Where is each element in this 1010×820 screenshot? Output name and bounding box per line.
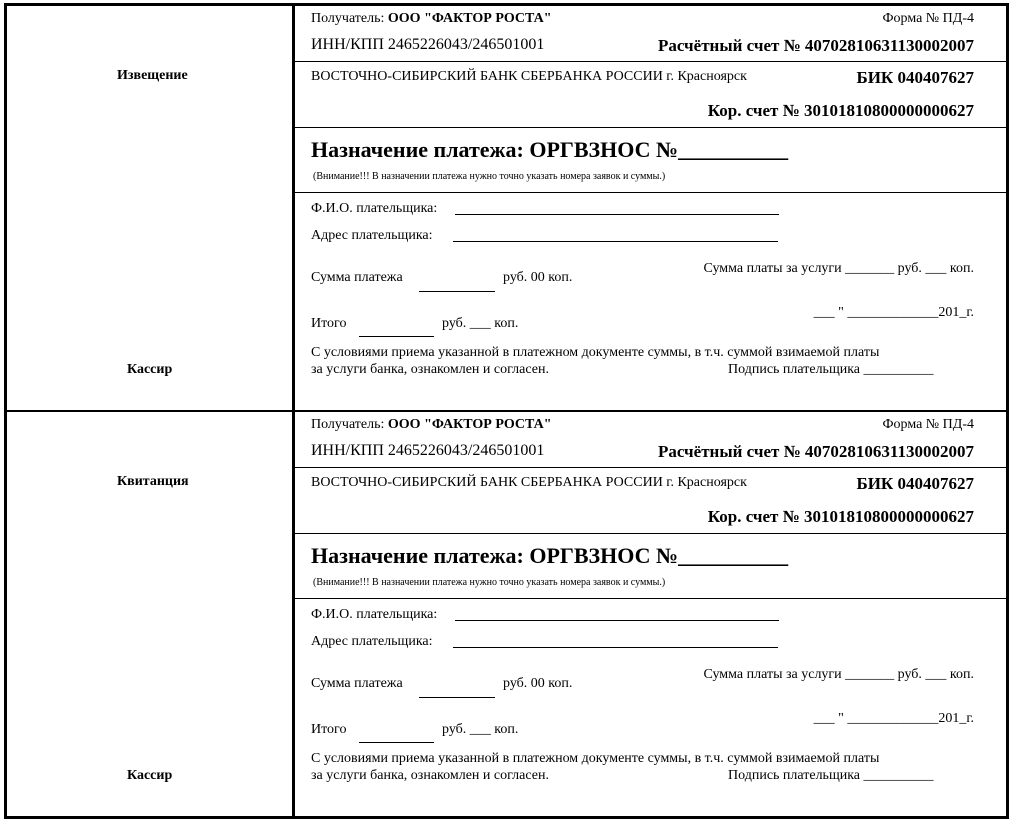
recipient-line — [311, 11, 552, 27]
sum-field[interactable] — [419, 682, 495, 698]
divider — [295, 467, 1006, 468]
cashier-label: Кассир — [127, 768, 173, 783]
sum-field[interactable] — [419, 276, 495, 292]
receipt-section — [7, 410, 1006, 816]
sum-tail: руб. 00 коп. — [503, 270, 573, 285]
divider — [295, 61, 1006, 62]
service-fee: Сумма платы за услуги _______ руб. ___ коп. — [703, 667, 974, 682]
notice-label: Извещение — [117, 68, 188, 83]
form-label: Форма № ПД-4 — [882, 417, 974, 432]
terms-line-2: за услуги банка, ознакомлен и согласен. — [311, 768, 549, 783]
total-field[interactable] — [359, 728, 434, 743]
signature-line: Подпись плательщика __________ — [728, 768, 934, 783]
recipient-label: Получатель: — [311, 11, 385, 26]
address-field[interactable] — [453, 228, 778, 242]
recipient-name: ООО "ФАКТОР РОСТА" — [387, 11, 552, 26]
divider — [295, 127, 1006, 128]
fio-field[interactable] — [455, 607, 779, 621]
divider — [295, 533, 1006, 534]
total-tail: руб. ___ коп. — [442, 316, 519, 331]
inn-kpp: ИНН/КПП 2465226043/246501001 — [311, 36, 545, 53]
bank-name: ВОСТОЧНО-СИБИРСКИЙ БАНК СБЕРБАНКА РОССИИ г. Красноярск — [311, 69, 747, 84]
notice-section — [7, 6, 1006, 410]
sum-label: Сумма платежа — [311, 676, 403, 691]
date-line: ___ " _____________201_г. — [813, 305, 974, 320]
total-field[interactable] — [359, 322, 434, 337]
bank-name: ВОСТОЧНО-СИБИРСКИЙ БАНК СБЕРБАНКА РОССИИ г. Красноярск — [311, 475, 747, 490]
recipient-name: ООО "ФАКТОР РОСТА" — [387, 417, 552, 432]
receipt-left-column — [7, 412, 295, 816]
attention-note: (Внимание!!! В назначении платежа нужно точно указать номера заявок и суммы.) — [313, 171, 666, 182]
attention-note: (Внимание!!! В назначении платежа нужно точно указать номера заявок и суммы.) — [313, 577, 666, 588]
terms-line-2: за услуги банка, ознакомлен и согласен. — [311, 362, 549, 377]
correspondent-account: Кор. счет № 30101810800000000627 — [707, 101, 974, 120]
bik: БИК 040407627 — [856, 68, 974, 87]
total-tail: руб. ___ коп. — [442, 722, 519, 737]
settlement-account: Расчётный счет № 40702810631130002007 — [657, 36, 974, 55]
divider — [295, 192, 1006, 193]
receipt-label: Квитанция — [117, 474, 189, 489]
payment-form-pd4 — [4, 3, 1009, 819]
signature-line: Подпись плательщика __________ — [728, 362, 934, 377]
address-label: Адрес плательщика: — [311, 228, 433, 243]
cashier-label: Кассир — [127, 362, 173, 377]
correspondent-account: Кор. счет № 30101810800000000627 — [707, 507, 974, 526]
sum-tail: руб. 00 коп. — [503, 676, 573, 691]
receipt-right-column — [295, 412, 1006, 816]
form-label: Форма № ПД-4 — [882, 11, 974, 26]
fio-label: Ф.И.О. плательщика: — [311, 607, 438, 622]
payment-purpose: Назначение платежа: ОРГВЗНОС №__________ — [311, 137, 789, 162]
notice-left-column — [7, 6, 295, 410]
terms-line-1: С условиями приема указанной в платежном документе суммы, в т.ч. суммой взимаемой платы — [311, 345, 880, 360]
recipient-label: Получатель: — [311, 417, 385, 432]
date-line: ___ " _____________201_г. — [813, 711, 974, 726]
terms-line-1: С условиями приема указанной в платежном документе суммы, в т.ч. суммой взимаемой платы — [311, 751, 880, 766]
payment-purpose: Назначение платежа: ОРГВЗНОС №__________ — [311, 543, 789, 568]
recipient-line — [311, 417, 552, 433]
divider — [295, 598, 1006, 599]
notice-right-column — [295, 6, 1006, 410]
fio-field[interactable] — [455, 201, 779, 215]
service-fee: Сумма платы за услуги _______ руб. ___ коп. — [703, 261, 974, 276]
fio-label: Ф.И.О. плательщика: — [311, 201, 438, 216]
inn-kpp: ИНН/КПП 2465226043/246501001 — [311, 442, 545, 459]
settlement-account: Расчётный счет № 40702810631130002007 — [657, 442, 974, 461]
address-label: Адрес плательщика: — [311, 634, 433, 649]
sum-label: Сумма платежа — [311, 270, 403, 285]
address-field[interactable] — [453, 634, 778, 648]
total-label: Итого — [311, 316, 347, 331]
total-label: Итого — [311, 722, 347, 737]
bik: БИК 040407627 — [856, 474, 974, 493]
